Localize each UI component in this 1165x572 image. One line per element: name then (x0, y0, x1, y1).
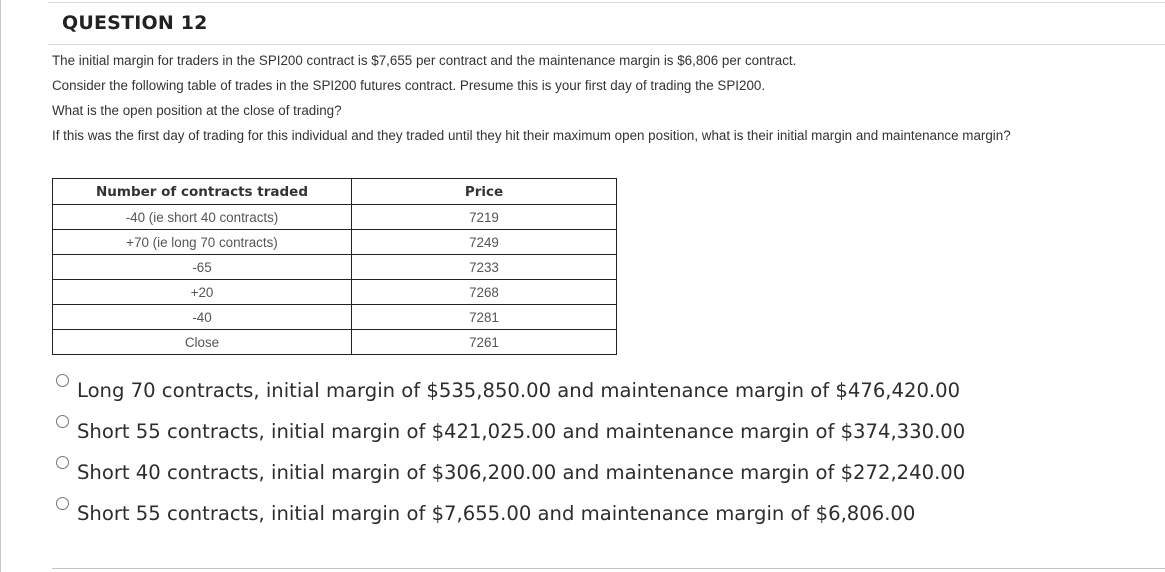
table-header-row (53, 179, 617, 205)
contracts-cell: +20 (53, 280, 352, 305)
table-row (53, 330, 617, 355)
price-cell: 7233 (352, 255, 617, 280)
price-cell: 7219 (352, 205, 617, 230)
contracts-cell: -40 (ie short 40 contracts) (53, 205, 352, 230)
answer-option-label[interactable]: Long 70 contracts, initial margin of $535,850.00 and maintenance margin of $476,420.00 (77, 379, 961, 402)
price-cell: 7249 (352, 230, 617, 255)
header-divider (48, 44, 1165, 45)
table-row (53, 230, 617, 255)
contracts-cell: -40 (53, 305, 352, 330)
radio-button[interactable] (56, 374, 69, 387)
left-border (0, 0, 1, 572)
answer-option-label[interactable]: Short 55 contracts, initial margin of $7,655.00 and maintenance margin of $6,806.00 (77, 502, 916, 525)
table-row (53, 205, 617, 230)
column-header-price: Price (352, 179, 617, 205)
table-row (53, 280, 617, 305)
trades-table (52, 178, 617, 355)
answer-option-label[interactable]: Short 55 contracts, initial margin of $421,025.00 and maintenance margin of $374,330.00 (77, 420, 966, 443)
radio-button[interactable] (56, 497, 69, 510)
table-row (53, 255, 617, 280)
bottom-divider (52, 568, 1165, 569)
price-cell: 7281 (352, 305, 617, 330)
radio-button[interactable] (56, 456, 69, 469)
contracts-cell: +70 (ie long 70 contracts) (53, 230, 352, 255)
top-divider (48, 2, 1165, 3)
radio-button[interactable] (56, 415, 69, 428)
answer-option-label[interactable]: Short 40 contracts, initial margin of $306,200.00 and maintenance margin of $272,240.00 (77, 461, 966, 484)
contracts-cell: Close (53, 330, 352, 355)
question-text-context: Consider the following table of trades in the SPI200 futures contract. Presume this is your first day of trading the SPI200. (52, 78, 766, 93)
column-header-contracts: Number of contracts traded (53, 179, 352, 205)
question-text-open-position: What is the open position at the close of trading? (52, 103, 342, 118)
table-row (53, 305, 617, 330)
question-title: QUESTION 12 (62, 12, 208, 34)
price-cell: 7268 (352, 280, 617, 305)
contracts-cell: -65 (53, 255, 352, 280)
price-cell: 7261 (352, 330, 617, 355)
question-text-margin-ask: If this was the first day of trading for this individual and they traded until they hit their maximum open position, what is their initial margin and maintenance margin? (52, 128, 1011, 143)
question-text-margins: The initial margin for traders in the SPI200 contract is $7,655 per contract and the maintenance margin is $6,806 per contract. (52, 53, 797, 68)
